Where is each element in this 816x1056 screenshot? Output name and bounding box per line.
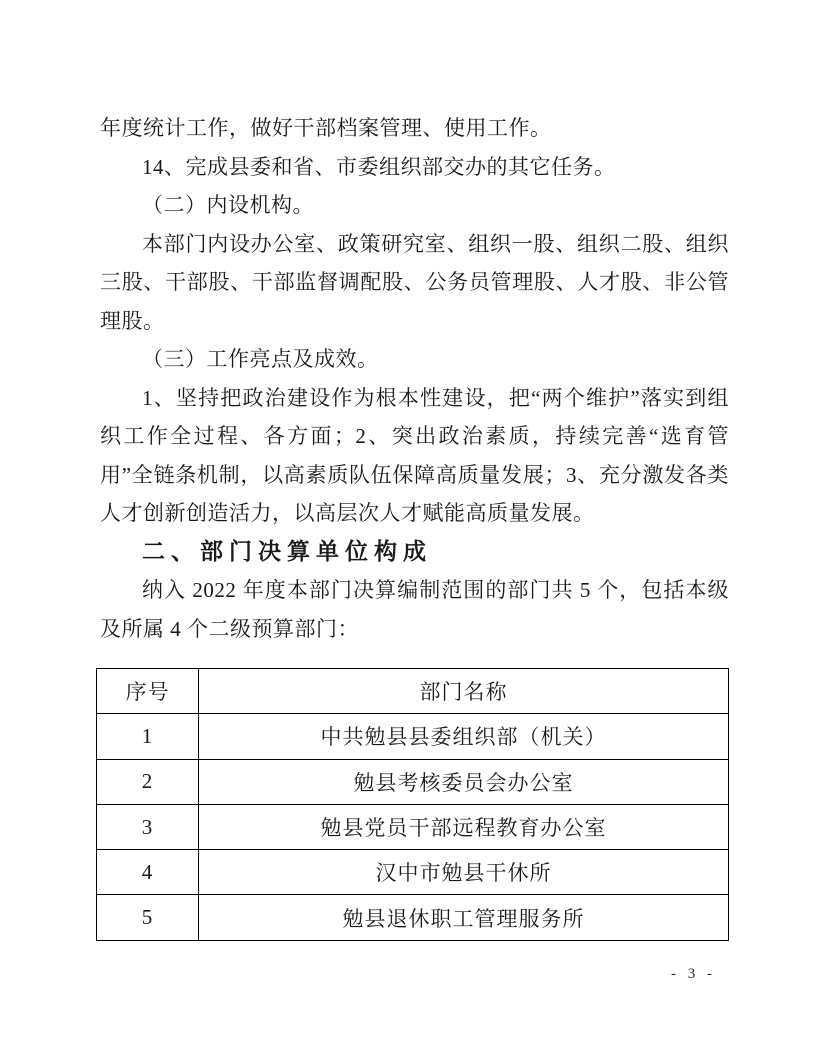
serial-number-cell: 1 — [97, 714, 199, 759]
departments-table — [96, 668, 729, 941]
body-paragraph: 1、坚持把政治建设作为根本性建设，把“两个维护”落实到组织工作全过程、各方面；2、突出政治素质，持续完善“选育管用”全链条机制，以高素质队伍保障高质量发展；3、充分激发各类人才创新创造活力，以高层次人才赋能高质量发展。 — [100, 385, 729, 525]
serial-number-cell: 5 — [97, 895, 199, 940]
table-row — [97, 714, 729, 759]
body-paragraph: 本部门内设办公室、政策研究室、组织一股、组织二股、组织三股、干部股、干部监督调配股、公务员管理股、人才股、非公管理股。 — [100, 231, 729, 333]
department-name-cell: 勉县党员干部远程教育办公室 — [199, 804, 729, 849]
page-number: - 3 - — [671, 966, 716, 982]
section-heading: 二、部门决算单位构成 — [142, 538, 432, 565]
document-content — [100, 109, 729, 941]
subsection-heading-highlights: （三）工作亮点及成效。 — [142, 347, 379, 371]
table-row — [97, 895, 729, 940]
intro-paragraph: 纳入 2022 年度本部门决算编制范围的部门共 5 个，包括本级及所属 4 个二级预算部门： — [100, 578, 729, 641]
body-paragraph: 年度统计工作，做好干部档案管理、使用工作。 — [100, 116, 552, 140]
table-row — [97, 850, 729, 895]
table-row — [97, 804, 729, 849]
department-name-cell: 勉县退休职工管理服务所 — [199, 895, 729, 940]
table-header-department-name: 部门名称 — [199, 669, 729, 714]
table-row — [97, 759, 729, 804]
department-name-cell: 汉中市勉县干休所 — [199, 850, 729, 895]
serial-number-cell: 3 — [97, 804, 199, 849]
subsection-heading-internal-structure: （二）内设机构。 — [142, 193, 314, 217]
body-paragraph: 14、完成县委和省、市委组织部交办的其它任务。 — [142, 154, 616, 179]
serial-number-cell: 2 — [97, 759, 199, 804]
table-header-serial-number: 序号 — [97, 669, 199, 714]
serial-number-cell: 4 — [97, 850, 199, 895]
table-header-row — [97, 669, 729, 714]
department-name-cell: 中共勉县县委组织部（机关） — [199, 714, 729, 759]
department-name-cell: 勉县考核委员会办公室 — [199, 759, 729, 804]
